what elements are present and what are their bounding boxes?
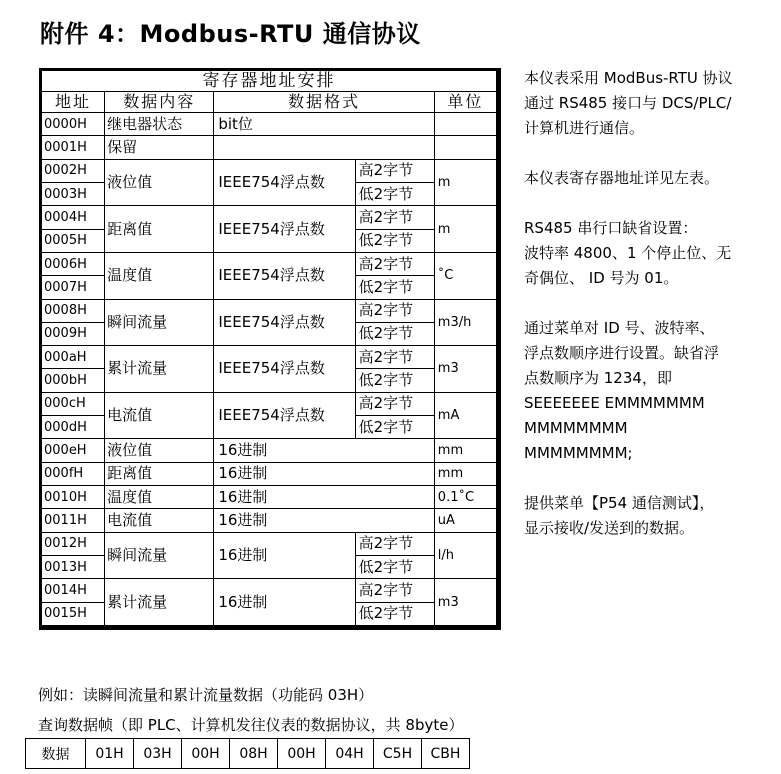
address-cell: 0014H [42, 579, 105, 602]
address-cell: 0008H [42, 299, 105, 322]
side-text-line: MMMMMMMM; [524, 444, 633, 462]
table-caption: 寄存器地址安排 [42, 71, 497, 92]
table-row [42, 579, 497, 602]
address-cell: 0005H [42, 229, 105, 252]
frame-byte: C5H [374, 739, 422, 769]
address-cell: 000bH [42, 369, 105, 392]
content-cell: 液位值 [105, 159, 214, 206]
address-cell: 0002H [42, 159, 105, 182]
description-panel [524, 66, 774, 541]
example-text [38, 680, 463, 740]
side-text-line: 浮点数顺序进行设置。缺省浮 [524, 344, 720, 362]
unit-cell [434, 113, 496, 136]
side-text-line: 通过菜单对 ID 号、波特率、 [524, 319, 715, 337]
address-cell: 0009H [42, 322, 105, 345]
frame-byte: 01H [86, 739, 134, 769]
format-cell: bit位 [214, 113, 434, 136]
byte-order-high: 高2字节 [355, 252, 434, 275]
unit-cell [434, 136, 496, 159]
side-paragraph [524, 316, 774, 466]
address-cell: 000aH [42, 346, 105, 369]
side-text-line: 奇偶位、 ID 号为 01。 [524, 269, 679, 287]
side-text-line: SEEEEEEE EMMMMMMM MMMMMMMM [524, 394, 705, 437]
content-cell: 距离值 [105, 462, 214, 485]
format-cell [214, 136, 434, 159]
side-paragraph [524, 66, 774, 141]
byte-order-low: 低2字节 [355, 602, 434, 625]
side-text-line: 本仪表采用 ModBus-RTU 协议 [524, 69, 733, 87]
address-cell: 000dH [42, 416, 105, 439]
header-addr: 地址 [42, 92, 105, 113]
frame-byte: 04H [326, 739, 374, 769]
byte-order-low: 低2字节 [355, 369, 434, 392]
unit-cell: uA [434, 509, 496, 532]
side-paragraph [524, 166, 774, 191]
byte-order-high: 高2字节 [355, 206, 434, 229]
unit-cell: m3 [434, 579, 496, 626]
format-cell: 16进制 [214, 509, 434, 532]
register-table [41, 70, 497, 626]
table-row [42, 509, 497, 532]
side-text-line: 点数顺序为 1234，即 [524, 369, 672, 387]
side-text-line: 本仪表寄存器地址详见左表。 [524, 169, 720, 187]
content-cell: 累计流量 [105, 579, 214, 626]
byte-order-low: 低2字节 [355, 555, 434, 578]
side-paragraph [524, 491, 774, 541]
side-text-line: 通过 RS485 接口与 DCS/PLC/ [524, 94, 732, 112]
side-text-line: RS485 串行口缺省设置： [524, 219, 698, 237]
header-content: 数据内容 [105, 92, 214, 113]
address-cell: 000fH [42, 462, 105, 485]
format-cell: IEEE754浮点数 [214, 346, 355, 393]
content-cell: 瞬间流量 [105, 532, 214, 579]
address-cell: 0013H [42, 555, 105, 578]
table-caption-row [42, 71, 497, 92]
frame-byte: 08H [230, 739, 278, 769]
table-row [42, 136, 497, 159]
byte-order-low: 低2字节 [355, 229, 434, 252]
byte-order-high: 高2字节 [355, 346, 434, 369]
format-cell: 16进制 [214, 579, 355, 626]
address-cell: 000eH [42, 439, 105, 462]
address-cell: 0010H [42, 486, 105, 509]
side-text-line: 提供菜单【P54 通信测试】， [524, 494, 715, 512]
side-text-line: 显示接收/发送到的数据。 [524, 519, 695, 537]
paragraph-gap [524, 466, 774, 491]
unit-cell: m [434, 206, 496, 253]
unit-cell: mA [434, 392, 496, 439]
format-cell: IEEE754浮点数 [214, 299, 355, 346]
byte-order-low: 低2字节 [355, 276, 434, 299]
byte-order-high: 高2字节 [355, 299, 434, 322]
format-cell: IEEE754浮点数 [214, 252, 355, 299]
unit-cell: m [434, 159, 496, 206]
address-cell: 000cH [42, 392, 105, 415]
side-text-line: 波特率 4800、1 个停止位、无 [524, 244, 732, 262]
content-cell: 距离值 [105, 206, 214, 253]
byte-order-low: 低2字节 [355, 182, 434, 205]
frame-byte: 03H [134, 739, 182, 769]
address-cell: 0006H [42, 252, 105, 275]
address-cell: 0015H [42, 602, 105, 625]
frame-byte: CBH [422, 739, 470, 769]
table-row [42, 252, 497, 275]
frame-byte: 00H [278, 739, 326, 769]
address-cell: 0012H [42, 532, 105, 555]
unit-cell: l/h [434, 532, 496, 579]
register-table-frame [39, 68, 501, 630]
format-cell: 16进制 [214, 486, 434, 509]
byte-order-low: 低2字节 [355, 416, 434, 439]
content-cell: 液位值 [105, 439, 214, 462]
header-unit: 单位 [434, 92, 496, 113]
header-format: 数据格式 [214, 92, 434, 113]
example-line-1: 例如：读瞬间流量和累计流量数据（功能码 03H） [38, 686, 374, 704]
unit-cell: m3 [434, 346, 496, 393]
content-cell: 累计流量 [105, 346, 214, 393]
unit-cell: ˚C [434, 252, 496, 299]
table-row [42, 113, 497, 136]
table-row [42, 159, 497, 182]
content-cell: 电流值 [105, 509, 214, 532]
table-row [42, 299, 497, 322]
side-text-line: 计算机进行通信。 [524, 119, 645, 137]
paragraph-gap [524, 191, 774, 216]
example-line-2: 查询数据帧（即 PLC、计算机发往仪表的数据协议，共 8byte） [38, 716, 464, 734]
address-cell: 0004H [42, 206, 105, 229]
table-row [42, 486, 497, 509]
address-cell: 0011H [42, 509, 105, 532]
table-row [42, 392, 497, 415]
unit-cell: m3/h [434, 299, 496, 346]
address-cell: 0001H [42, 136, 105, 159]
paragraph-gap [524, 291, 774, 316]
content-cell: 保留 [105, 136, 214, 159]
format-cell: 16进制 [214, 462, 434, 485]
page-title: 附件 4：Modbus-RTU 通信协议 [40, 20, 421, 48]
table-header-row [42, 92, 497, 113]
frame-label: 数据 [26, 739, 86, 769]
table-row [42, 532, 497, 555]
address-cell: 0003H [42, 182, 105, 205]
unit-cell: 0.1˚C [434, 486, 496, 509]
paragraph-gap [524, 141, 774, 166]
byte-order-high: 高2字节 [355, 579, 434, 602]
unit-cell: mm [434, 439, 496, 462]
format-cell: IEEE754浮点数 [214, 392, 355, 439]
byte-order-high: 高2字节 [355, 532, 434, 555]
table-row [42, 346, 497, 369]
frame-byte: 00H [182, 739, 230, 769]
unit-cell: mm [434, 462, 496, 485]
side-paragraph [524, 216, 774, 291]
table-row [42, 206, 497, 229]
byte-order-high: 高2字节 [355, 159, 434, 182]
format-cell: IEEE754浮点数 [214, 159, 355, 206]
query-frame-table [25, 738, 470, 769]
format-cell: 16进制 [214, 439, 434, 462]
content-cell: 温度值 [105, 252, 214, 299]
table-row [42, 462, 497, 485]
content-cell: 温度值 [105, 486, 214, 509]
format-cell: IEEE754浮点数 [214, 206, 355, 253]
content-cell: 继电器状态 [105, 113, 214, 136]
address-cell: 0007H [42, 276, 105, 299]
table-row [42, 439, 497, 462]
byte-order-high: 高2字节 [355, 392, 434, 415]
content-cell: 电流值 [105, 392, 214, 439]
byte-order-low: 低2字节 [355, 322, 434, 345]
content-cell: 瞬间流量 [105, 299, 214, 346]
format-cell: 16进制 [214, 532, 355, 579]
address-cell: 0000H [42, 113, 105, 136]
